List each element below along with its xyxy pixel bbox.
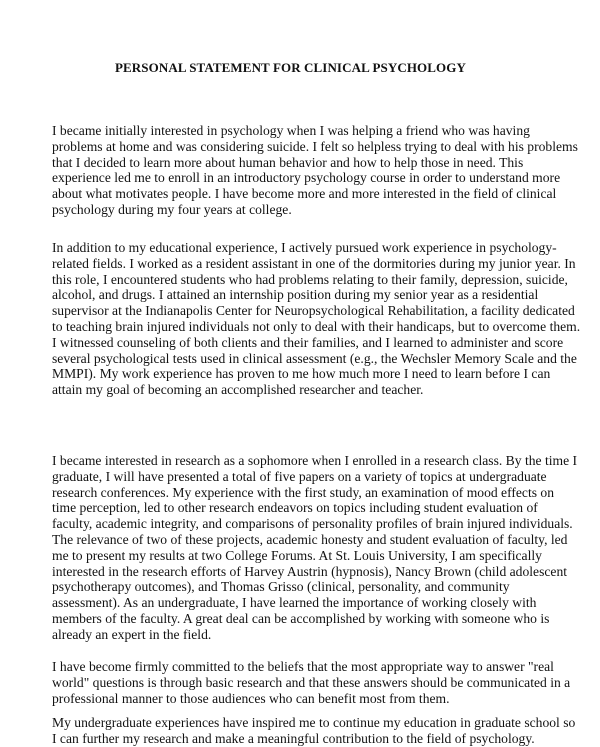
paragraph-line: world" questions is through basic research and that these answers should be communicated in a xyxy=(52,674,571,690)
paragraph-line: psychology during my four years at college. xyxy=(52,201,292,217)
paragraph-line: research conferences. My experience with the first study, an examination of mood effects on xyxy=(52,484,555,500)
paragraph-1 xyxy=(52,123,578,218)
paragraph-line: psychotherapy outcomes), and Thomas Grisso (clinical, personality, and community xyxy=(52,579,510,595)
paragraph-3 xyxy=(52,453,578,643)
paragraph-line: I have become firmly committed to the beliefs that the most appropriate way to answer "real xyxy=(52,659,554,674)
paragraph-line: MMPI). My work experience has proven to me how much more I need to learn before I can xyxy=(52,366,551,382)
paragraph-line: members of the faculty. A great deal can be accomplished by working with someone who is xyxy=(52,610,550,626)
paragraph-line: about what motivates people. I have become more and more interested in the field of clinical xyxy=(52,186,557,202)
paragraph-line: this role, I encountered students who had problems relating to their family, depression, suicide, xyxy=(52,271,568,287)
paragraph-line: experience led me to enroll in an introductory psychology course in order to understand more xyxy=(52,170,561,186)
paragraph-line: I became interested in research as a sophomore when I enrolled in a research class. By the time I xyxy=(52,453,578,468)
paragraph-line: alcohol, and drugs. I attained an internship position during my senior year as a residential xyxy=(52,287,539,303)
paragraph-line: assessment). As an undergraduate, I have learned the importance of working closely with xyxy=(52,595,537,611)
paragraph-line: that I decided to learn more about human behavior and how to help those in need. This xyxy=(52,154,524,170)
paragraph-line: I became initially interested in psychology when I was helping a friend who was having xyxy=(52,123,530,138)
paragraph-line: related fields. I worked as a resident assistant in one of the dormitories during my junior year. In xyxy=(52,255,576,271)
paragraph-line: The relevance of two of these projects, academic honesty and student evaluation of faculty, led xyxy=(52,531,568,547)
paragraph-line: I can further my research and make a meaningful contribution to the field of psychology. xyxy=(52,730,535,746)
paragraph-line: graduate, I will have presented a total of five papers on a variety of topics at undergraduate xyxy=(52,468,547,484)
paragraph-line: professional manner to those audiences who can benefit most from them. xyxy=(52,690,450,706)
paragraph-line: me to present my results at two College Forums. At St. Louis University, I am specifically xyxy=(52,547,542,563)
paragraph-line: interested in the research efforts of Harvey Austrin (hypnosis), Nancy Brown (child adolescent xyxy=(52,563,568,579)
paragraph-line: several psychological tests used in clinical assessment (e.g., the Wechsler Memory Scale and the xyxy=(52,350,577,366)
paragraph-line: My undergraduate experiences have inspired me to continue my education in graduate school so xyxy=(52,715,576,730)
paragraph-line: already an expert in the field. xyxy=(52,626,212,642)
paragraph-5 xyxy=(52,715,576,747)
paragraph-line: attain my goal of becoming an accomplished researcher and teacher. xyxy=(52,382,424,398)
paragraph-line: faculty, academic integrity, and comparisons of personality profiles of brain injured individuals. xyxy=(52,516,573,532)
paragraph-line: to teaching brain injured individuals not only to deal with their handicaps, but to overcome them. xyxy=(52,318,581,334)
paragraph-line: I witnessed counseling of both clients and their families, and I learned to administer and score xyxy=(52,334,564,350)
document-title: PERSONAL STATEMENT FOR CLINICAL PSYCHOLOGY xyxy=(115,60,466,75)
paragraph-2 xyxy=(52,240,581,398)
paragraph-line: In addition to my educational experience, I actively pursued work experience in psychology- xyxy=(52,240,557,255)
paragraph-4 xyxy=(52,659,571,706)
paragraph-line: problems at home and was considering suicide. I felt so helpless trying to deal with his problems xyxy=(52,138,578,154)
paragraph-line: time perception, led to other research endeavors on topics including student evaluation of xyxy=(52,500,538,516)
paragraph-line: supervisor at the Indianapolis Center for Neuropsychological Rehabilitation, a facility dedicated xyxy=(52,303,575,319)
